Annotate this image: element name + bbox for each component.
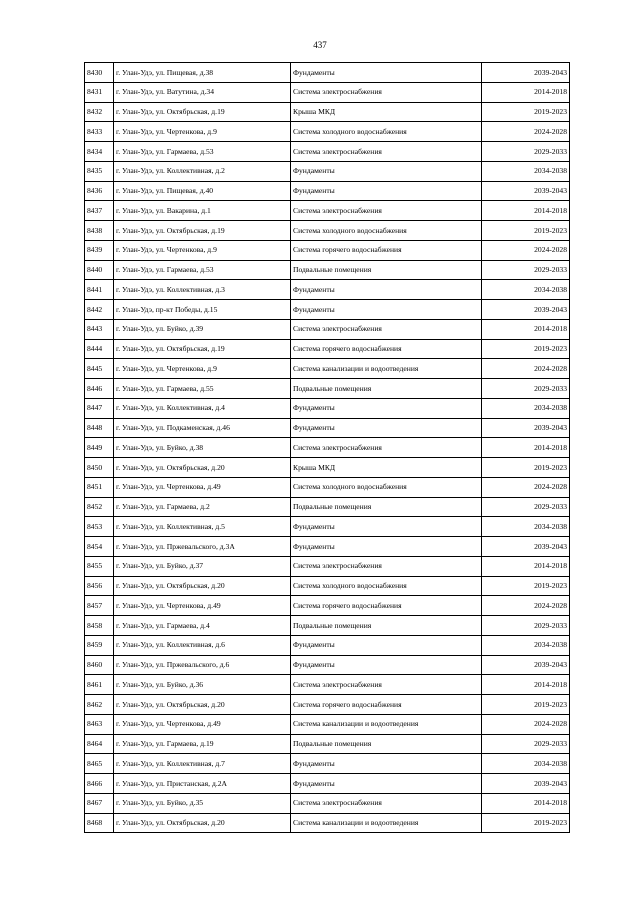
- address-cell: г. Улан-Удэ, пр-кт Победы, д.15: [114, 300, 291, 320]
- period-cell: 2024-2028: [482, 122, 570, 142]
- period-cell: 2029-2033: [482, 616, 570, 636]
- table-row: [85, 122, 570, 142]
- address-cell: г. Улан-Удэ, ул. Чертенкова, д.9: [114, 359, 291, 379]
- table-row: [85, 616, 570, 636]
- period-cell: 2019-2023: [482, 458, 570, 478]
- table-row: [85, 260, 570, 280]
- row-number-cell: 8450: [85, 458, 114, 478]
- table-row: [85, 655, 570, 675]
- period-cell: 2034-2038: [482, 161, 570, 181]
- work-type-cell: Подвальные помещения: [291, 379, 482, 399]
- table-row: [85, 63, 570, 83]
- row-number-cell: 8465: [85, 754, 114, 774]
- address-cell: г. Улан-Удэ, ул. Коллективная, д.4: [114, 398, 291, 418]
- work-type-cell: Система электроснабжения: [291, 793, 482, 813]
- table-row: [85, 201, 570, 221]
- work-type-cell: Система холодного водоснабжения: [291, 221, 482, 241]
- address-cell: г. Улан-Удэ, ул. Буйко, д.38: [114, 438, 291, 458]
- period-cell: 2034-2038: [482, 754, 570, 774]
- work-type-cell: Система горячего водоснабжения: [291, 695, 482, 715]
- period-cell: 2029-2033: [482, 142, 570, 162]
- work-type-cell: Система электроснабжения: [291, 675, 482, 695]
- work-type-cell: Подвальные помещения: [291, 260, 482, 280]
- period-cell: 2029-2033: [482, 497, 570, 517]
- period-cell: 2034-2038: [482, 517, 570, 537]
- period-cell: 2024-2028: [482, 714, 570, 734]
- work-type-cell: Крыша МКД: [291, 458, 482, 478]
- address-cell: г. Улан-Удэ, ул. Вакарина, д.1: [114, 201, 291, 221]
- period-cell: 2029-2033: [482, 379, 570, 399]
- row-number-cell: 8446: [85, 379, 114, 399]
- period-cell: 2014-2018: [482, 793, 570, 813]
- address-cell: г. Улан-Удэ, ул. Чертенкова, д.49: [114, 714, 291, 734]
- address-cell: г. Улан-Удэ, ул. Коллективная, д.3: [114, 280, 291, 300]
- period-cell: 2014-2018: [482, 82, 570, 102]
- work-type-cell: Фундаменты: [291, 517, 482, 537]
- row-number-cell: 8458: [85, 616, 114, 636]
- period-cell: 2019-2023: [482, 813, 570, 833]
- work-type-cell: Фундаменты: [291, 181, 482, 201]
- work-type-cell: Подвальные помещения: [291, 497, 482, 517]
- row-number-cell: 8444: [85, 339, 114, 359]
- table-row: [85, 754, 570, 774]
- page-number: 437: [313, 40, 327, 50]
- work-type-cell: Фундаменты: [291, 280, 482, 300]
- period-cell: 2019-2023: [482, 339, 570, 359]
- address-cell: г. Улан-Удэ, ул. Чертенкова, д.9: [114, 240, 291, 260]
- table-row: [85, 438, 570, 458]
- work-type-cell: Система канализации и водоотведения: [291, 813, 482, 833]
- table-row: [85, 418, 570, 438]
- address-cell: г. Улан-Удэ, ул. Пржевальского, д.3А: [114, 537, 291, 557]
- row-number-cell: 8457: [85, 596, 114, 616]
- period-cell: 2034-2038: [482, 635, 570, 655]
- table-row: [85, 695, 570, 715]
- row-number-cell: 8449: [85, 438, 114, 458]
- table-row: [85, 635, 570, 655]
- table-row: [85, 359, 570, 379]
- work-type-cell: Фундаменты: [291, 537, 482, 557]
- address-cell: г. Улан-Удэ, ул. Коллективная, д.5: [114, 517, 291, 537]
- address-cell: г. Улан-Удэ, ул. Коллективная, д.2: [114, 161, 291, 181]
- address-cell: г. Улан-Удэ, ул. Подкаменская, д.46: [114, 418, 291, 438]
- address-cell: г. Улан-Удэ, ул. Октябрьская, д.20: [114, 813, 291, 833]
- work-type-cell: Фундаменты: [291, 300, 482, 320]
- period-cell: 2029-2033: [482, 734, 570, 754]
- row-number-cell: 8439: [85, 240, 114, 260]
- period-cell: 2019-2023: [482, 102, 570, 122]
- row-number-cell: 8467: [85, 793, 114, 813]
- row-number-cell: 8456: [85, 576, 114, 596]
- work-type-cell: Система горячего водоснабжения: [291, 339, 482, 359]
- table-row: [85, 813, 570, 833]
- work-type-cell: Система горячего водоснабжения: [291, 596, 482, 616]
- table-row: [85, 181, 570, 201]
- row-number-cell: 8438: [85, 221, 114, 241]
- row-number-cell: 8459: [85, 635, 114, 655]
- table-row: [85, 675, 570, 695]
- table-row: [85, 793, 570, 813]
- table-row: [85, 556, 570, 576]
- address-cell: г. Улан-Удэ, ул. Октябрьская, д.20: [114, 576, 291, 596]
- work-type-cell: Фундаменты: [291, 635, 482, 655]
- row-number-cell: 8461: [85, 675, 114, 695]
- period-cell: 2024-2028: [482, 596, 570, 616]
- table-row: [85, 319, 570, 339]
- table-row: [85, 102, 570, 122]
- table-row: [85, 221, 570, 241]
- work-type-cell: Система холодного водоснабжения: [291, 576, 482, 596]
- row-number-cell: 8451: [85, 477, 114, 497]
- address-cell: г. Улан-Удэ, ул. Октябрьская, д.20: [114, 695, 291, 715]
- table-row: [85, 161, 570, 181]
- address-cell: г. Улан-Удэ, ул. Пристанская, д.2А: [114, 774, 291, 794]
- table-row: [85, 300, 570, 320]
- address-cell: г. Улан-Удэ, ул. Гармаева, д.55: [114, 379, 291, 399]
- address-cell: г. Улан-Удэ, ул. Коллективная, д.6: [114, 635, 291, 655]
- work-type-cell: Система электроснабжения: [291, 319, 482, 339]
- table-row: [85, 714, 570, 734]
- work-type-cell: Фундаменты: [291, 161, 482, 181]
- row-number-cell: 8436: [85, 181, 114, 201]
- period-cell: 2039-2043: [482, 655, 570, 675]
- work-type-cell: Фундаменты: [291, 655, 482, 675]
- period-cell: 2039-2043: [482, 774, 570, 794]
- address-cell: г. Улан-Удэ, ул. Буйко, д.36: [114, 675, 291, 695]
- work-type-cell: Система холодного водоснабжения: [291, 477, 482, 497]
- period-cell: 2019-2023: [482, 695, 570, 715]
- table-row: [85, 596, 570, 616]
- address-cell: г. Улан-Удэ, ул. Октябрьская, д.19: [114, 221, 291, 241]
- table-row: [85, 339, 570, 359]
- row-number-cell: 8443: [85, 319, 114, 339]
- work-type-cell: Фундаменты: [291, 774, 482, 794]
- row-number-cell: 8464: [85, 734, 114, 754]
- work-type-cell: Система холодного водоснабжения: [291, 122, 482, 142]
- row-number-cell: 8447: [85, 398, 114, 418]
- table-row: [85, 458, 570, 478]
- period-cell: 2024-2028: [482, 477, 570, 497]
- work-type-cell: Система электроснабжения: [291, 201, 482, 221]
- address-cell: г. Улан-Удэ, ул. Ватутина, д.34: [114, 82, 291, 102]
- row-number-cell: 8463: [85, 714, 114, 734]
- address-cell: г. Улан-Удэ, ул. Буйко, д.37: [114, 556, 291, 576]
- table-row: [85, 379, 570, 399]
- work-type-cell: Система электроснабжения: [291, 142, 482, 162]
- table-row: [85, 142, 570, 162]
- period-cell: 2024-2028: [482, 359, 570, 379]
- work-type-cell: Фундаменты: [291, 754, 482, 774]
- row-number-cell: 8468: [85, 813, 114, 833]
- address-cell: г. Улан-Удэ, ул. Пищевая, д.40: [114, 181, 291, 201]
- work-type-cell: Система канализации и водоотведения: [291, 359, 482, 379]
- address-cell: г. Улан-Удэ, ул. Гармаева, д.53: [114, 260, 291, 280]
- table-row: [85, 497, 570, 517]
- address-cell: г. Улан-Удэ, ул. Октябрьская, д.20: [114, 458, 291, 478]
- table-row: [85, 82, 570, 102]
- address-cell: г. Улан-Удэ, ул. Чертенкова, д.9: [114, 122, 291, 142]
- work-type-cell: Фундаменты: [291, 63, 482, 83]
- work-type-cell: Фундаменты: [291, 418, 482, 438]
- address-cell: г. Улан-Удэ, ул. Пищевая, д.38: [114, 63, 291, 83]
- table-row: [85, 537, 570, 557]
- row-number-cell: 8441: [85, 280, 114, 300]
- period-cell: 2014-2018: [482, 556, 570, 576]
- address-cell: г. Улан-Удэ, ул. Гармаева, д.2: [114, 497, 291, 517]
- table-row: [85, 576, 570, 596]
- row-number-cell: 8431: [85, 82, 114, 102]
- period-cell: 2014-2018: [482, 319, 570, 339]
- period-cell: 2014-2018: [482, 201, 570, 221]
- address-cell: г. Улан-Удэ, ул. Гармаева, д.53: [114, 142, 291, 162]
- table-row: [85, 477, 570, 497]
- address-cell: г. Улан-Удэ, ул. Чертенкова, д.49: [114, 596, 291, 616]
- period-cell: 2034-2038: [482, 398, 570, 418]
- work-type-cell: Система горячего водоснабжения: [291, 240, 482, 260]
- row-number-cell: 8466: [85, 774, 114, 794]
- work-type-cell: Подвальные помещения: [291, 616, 482, 636]
- address-cell: г. Улан-Удэ, ул. Пржевальского, д.6: [114, 655, 291, 675]
- address-cell: г. Улан-Удэ, ул. Октябрьская, д.19: [114, 102, 291, 122]
- row-number-cell: 8452: [85, 497, 114, 517]
- row-number-cell: 8454: [85, 537, 114, 557]
- row-number-cell: 8433: [85, 122, 114, 142]
- period-cell: 2019-2023: [482, 221, 570, 241]
- registry-table-body: [85, 63, 570, 833]
- table-row: [85, 280, 570, 300]
- work-type-cell: Крыша МКД: [291, 102, 482, 122]
- row-number-cell: 8434: [85, 142, 114, 162]
- work-type-cell: Система электроснабжения: [291, 556, 482, 576]
- row-number-cell: 8460: [85, 655, 114, 675]
- table-row: [85, 774, 570, 794]
- address-cell: г. Улан-Удэ, ул. Гармаева, д.4: [114, 616, 291, 636]
- row-number-cell: 8437: [85, 201, 114, 221]
- work-type-cell: Система электроснабжения: [291, 438, 482, 458]
- address-cell: г. Улан-Удэ, ул. Буйко, д.39: [114, 319, 291, 339]
- period-cell: 2014-2018: [482, 438, 570, 458]
- table-row: [85, 398, 570, 418]
- period-cell: 2024-2028: [482, 240, 570, 260]
- address-cell: г. Улан-Удэ, ул. Гармаева, д.19: [114, 734, 291, 754]
- work-type-cell: Фундаменты: [291, 398, 482, 418]
- row-number-cell: 8445: [85, 359, 114, 379]
- address-cell: г. Улан-Удэ, ул. Буйко, д.35: [114, 793, 291, 813]
- table-row: [85, 734, 570, 754]
- registry-table: [84, 62, 570, 833]
- period-cell: 2039-2043: [482, 418, 570, 438]
- work-type-cell: Система канализации и водоотведения: [291, 714, 482, 734]
- table-row: [85, 240, 570, 260]
- work-type-cell: Система электроснабжения: [291, 82, 482, 102]
- period-cell: 2039-2043: [482, 300, 570, 320]
- period-cell: 2039-2043: [482, 537, 570, 557]
- period-cell: 2029-2033: [482, 260, 570, 280]
- row-number-cell: 8455: [85, 556, 114, 576]
- row-number-cell: 8453: [85, 517, 114, 537]
- row-number-cell: 8435: [85, 161, 114, 181]
- period-cell: 2014-2018: [482, 675, 570, 695]
- row-number-cell: 8430: [85, 63, 114, 83]
- row-number-cell: 8442: [85, 300, 114, 320]
- address-cell: г. Улан-Удэ, ул. Чертенкова, д.49: [114, 477, 291, 497]
- period-cell: 2039-2043: [482, 181, 570, 201]
- row-number-cell: 8432: [85, 102, 114, 122]
- address-cell: г. Улан-Удэ, ул. Коллективная, д.7: [114, 754, 291, 774]
- row-number-cell: 8448: [85, 418, 114, 438]
- row-number-cell: 8440: [85, 260, 114, 280]
- address-cell: г. Улан-Удэ, ул. Октябрьская, д.19: [114, 339, 291, 359]
- period-cell: 2019-2023: [482, 576, 570, 596]
- row-number-cell: 8462: [85, 695, 114, 715]
- period-cell: 2034-2038: [482, 280, 570, 300]
- work-type-cell: Подвальные помещения: [291, 734, 482, 754]
- period-cell: 2039-2043: [482, 63, 570, 83]
- table-row: [85, 517, 570, 537]
